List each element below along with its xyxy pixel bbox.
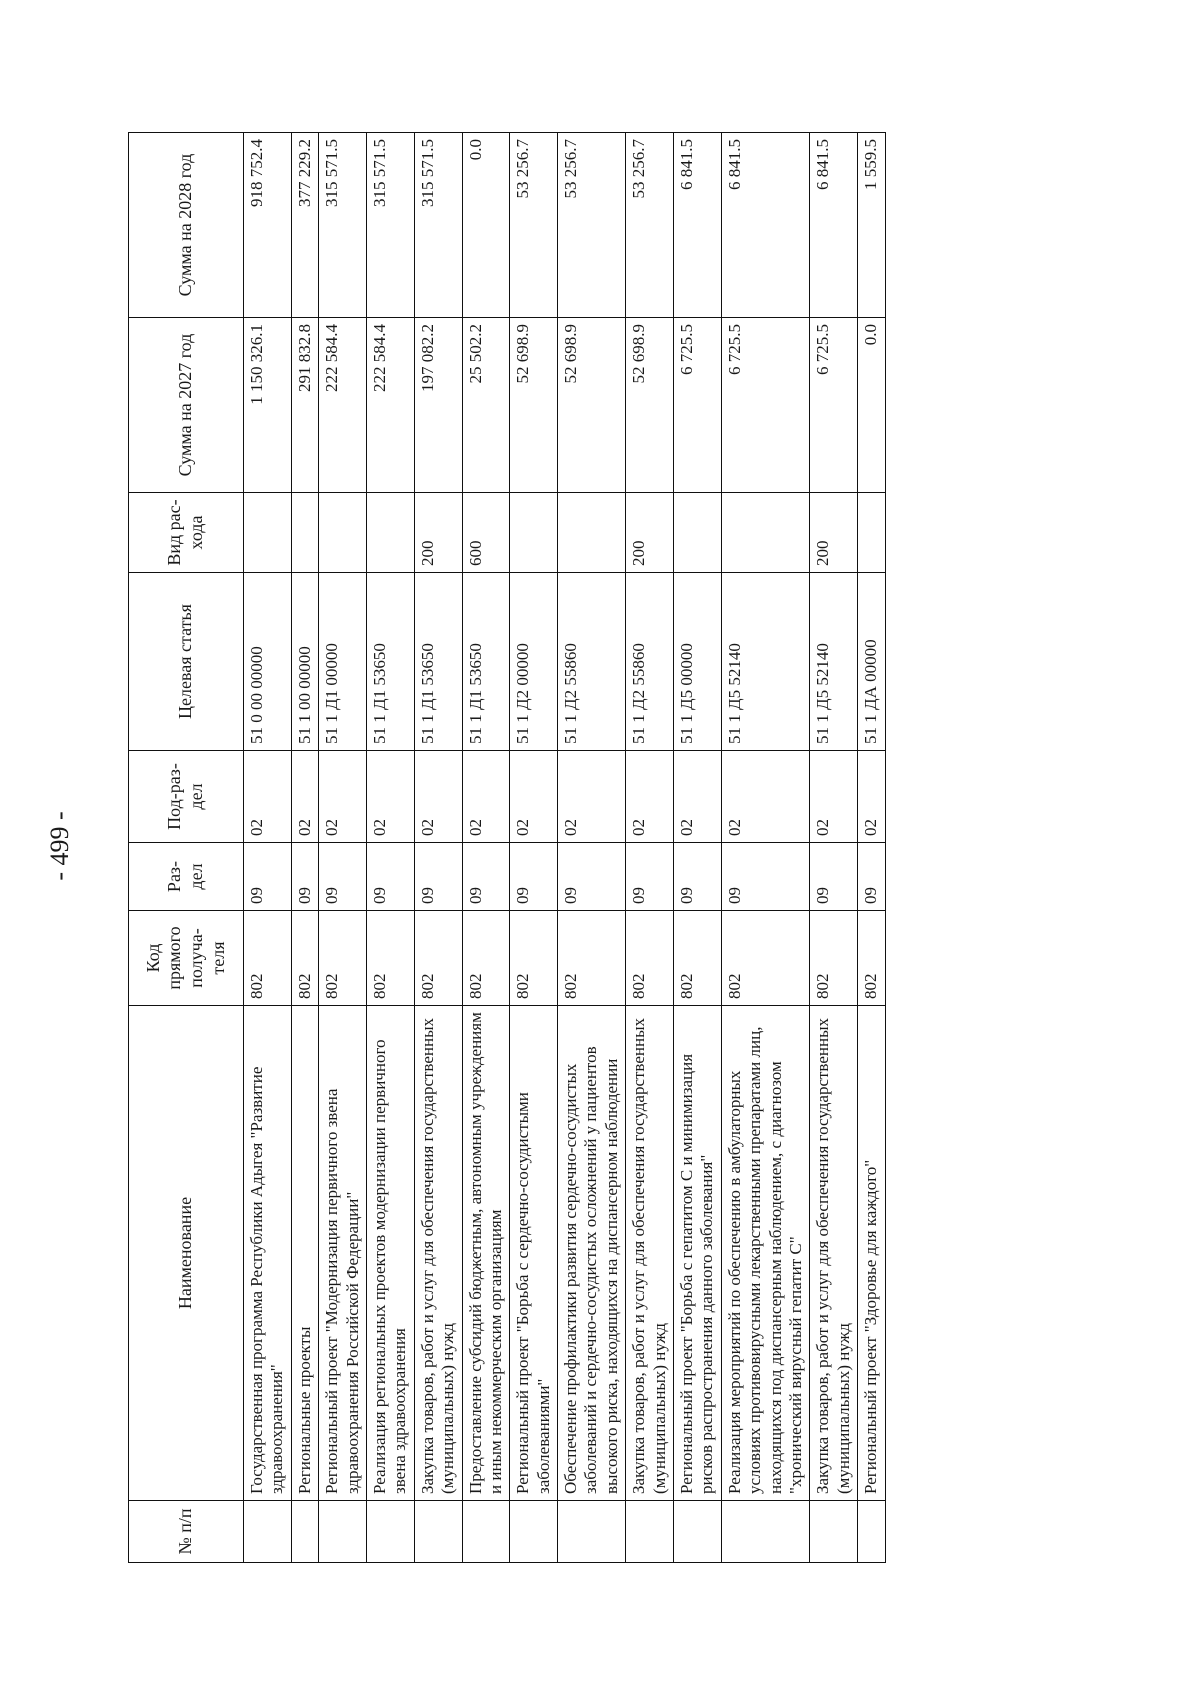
row-code-cell: 802 xyxy=(510,911,558,1006)
column-header-sum-2028: Сумма на 2028 год xyxy=(129,133,244,318)
row-section-cell: 09 xyxy=(462,843,510,911)
row-subsection-cell: 02 xyxy=(366,751,414,843)
row-expense-type-cell: 200 xyxy=(810,493,858,573)
row-sum-2027-cell: 6 725.5 xyxy=(810,318,858,493)
row-code-cell: 802 xyxy=(291,911,318,1006)
row-sum-2027-cell: 291 832.8 xyxy=(291,318,318,493)
row-expense-type-cell: 200 xyxy=(414,493,462,573)
table-row xyxy=(674,133,722,1563)
row-target-cell: 51 1 Д2 55860 xyxy=(558,573,626,751)
row-expense-type-cell xyxy=(291,493,318,573)
row-target-cell: 51 1 Д1 53650 xyxy=(366,573,414,751)
table-row xyxy=(858,133,885,1563)
row-num-cell xyxy=(244,1501,292,1563)
row-target-cell: 51 1 Д2 00000 xyxy=(510,573,558,751)
table-row xyxy=(721,133,810,1563)
row-num-cell xyxy=(858,1501,885,1563)
row-expense-type-cell xyxy=(674,493,722,573)
row-num-cell xyxy=(319,1501,367,1563)
row-expense-type-cell: 600 xyxy=(462,493,510,573)
row-name-cell: Региональный проект "Модернизация первичного звена здравоохранения Российской Федерации" xyxy=(319,1006,367,1501)
row-num-cell xyxy=(414,1501,462,1563)
row-section-cell: 09 xyxy=(319,843,367,911)
row-sum-2028-cell: 377 229.2 xyxy=(291,133,318,318)
row-sum-2027-cell: 0.0 xyxy=(858,318,885,493)
row-subsection-cell: 02 xyxy=(674,751,722,843)
row-section-cell: 09 xyxy=(721,843,810,911)
row-sum-2027-cell: 222 584.4 xyxy=(366,318,414,493)
row-sum-2028-cell: 1 559.5 xyxy=(858,133,885,318)
row-name-cell: Обеспечение профилактики развития сердечно-сосудистых заболеваний и сердечно-сосудистых осложнений у пациентов высокого риска, находящихся на диспансерном наблюдении xyxy=(558,1006,626,1501)
table-row xyxy=(244,133,292,1563)
row-sum-2028-cell: 918 752.4 xyxy=(244,133,292,318)
row-subsection-cell: 02 xyxy=(414,751,462,843)
column-header-target: Целевая статья xyxy=(129,573,244,751)
row-section-cell: 09 xyxy=(626,843,674,911)
row-subsection-cell: 02 xyxy=(626,751,674,843)
table-row xyxy=(626,133,674,1563)
column-header-expense-type: Вид рас-хода xyxy=(129,493,244,573)
row-code-cell: 802 xyxy=(244,911,292,1006)
row-sum-2028-cell: 53 256.7 xyxy=(626,133,674,318)
row-num-cell xyxy=(558,1501,626,1563)
row-section-cell: 09 xyxy=(414,843,462,911)
row-expense-type-cell xyxy=(244,493,292,573)
row-code-cell: 802 xyxy=(858,911,885,1006)
row-num-cell xyxy=(626,1501,674,1563)
table-row xyxy=(291,133,318,1563)
row-subsection-cell: 02 xyxy=(291,751,318,843)
column-header-name: Наименование xyxy=(129,1006,244,1501)
row-section-cell: 09 xyxy=(510,843,558,911)
row-subsection-cell: 02 xyxy=(721,751,810,843)
table-row xyxy=(366,133,414,1563)
row-subsection-cell: 02 xyxy=(510,751,558,843)
table-row xyxy=(558,133,626,1563)
row-sum-2028-cell: 6 841.5 xyxy=(810,133,858,318)
row-name-cell: Реализация региональных проектов модернизации первичного звена здравоохранения xyxy=(366,1006,414,1501)
rotated-table-container xyxy=(128,133,968,1563)
row-name-cell: Закупка товаров, работ и услуг для обеспечения государственных (муниципальных) нужд xyxy=(810,1006,858,1501)
table-row xyxy=(510,133,558,1563)
row-section-cell: 09 xyxy=(810,843,858,911)
column-header-code: Код прямого получа-теля xyxy=(129,911,244,1006)
row-expense-type-cell xyxy=(721,493,810,573)
table-row xyxy=(319,133,367,1563)
row-expense-type-cell: 200 xyxy=(626,493,674,573)
row-sum-2028-cell: 0.0 xyxy=(462,133,510,318)
row-sum-2027-cell: 1 150 326.1 xyxy=(244,318,292,493)
row-target-cell: 51 1 ДА 00000 xyxy=(858,573,885,751)
row-name-cell: Предоставление субсидий бюджетным, автономным учреждениям и иным некоммерческим организациям xyxy=(462,1006,510,1501)
row-sum-2027-cell: 52 698.9 xyxy=(558,318,626,493)
row-name-cell: Государственная программа Республики Адыгея "Развитие здравоохранения" xyxy=(244,1006,292,1501)
row-expense-type-cell xyxy=(319,493,367,573)
row-code-cell: 802 xyxy=(721,911,810,1006)
row-expense-type-cell xyxy=(558,493,626,573)
row-target-cell: 51 1 Д2 55860 xyxy=(626,573,674,751)
column-header-section: Раз-дел xyxy=(129,843,244,911)
row-sum-2027-cell: 52 698.9 xyxy=(510,318,558,493)
row-subsection-cell: 02 xyxy=(244,751,292,843)
row-name-cell: Региональные проекты xyxy=(291,1006,318,1501)
row-sum-2027-cell: 222 584.4 xyxy=(319,318,367,493)
row-name-cell: Региональный проект "Борьба с гепатитом С и минимизация рисков распространения данного заболевания" xyxy=(674,1006,722,1501)
row-sum-2027-cell: 52 698.9 xyxy=(626,318,674,493)
row-target-cell: 51 1 Д1 53650 xyxy=(414,573,462,751)
row-sum-2028-cell: 53 256.7 xyxy=(558,133,626,318)
row-target-cell: 51 1 Д5 00000 xyxy=(674,573,722,751)
row-subsection-cell: 02 xyxy=(319,751,367,843)
row-name-cell: Закупка товаров, работ и услуг для обеспечения государственных (муниципальных) нужд xyxy=(626,1006,674,1501)
row-num-cell xyxy=(510,1501,558,1563)
row-num-cell xyxy=(366,1501,414,1563)
row-sum-2028-cell: 6 841.5 xyxy=(721,133,810,318)
row-sum-2028-cell: 315 571.5 xyxy=(366,133,414,318)
row-section-cell: 09 xyxy=(674,843,722,911)
row-expense-type-cell xyxy=(366,493,414,573)
row-num-cell xyxy=(462,1501,510,1563)
table-row xyxy=(462,133,510,1563)
row-code-cell: 802 xyxy=(319,911,367,1006)
row-code-cell: 802 xyxy=(462,911,510,1006)
row-section-cell: 09 xyxy=(558,843,626,911)
row-code-cell: 802 xyxy=(626,911,674,1006)
row-target-cell: 51 1 Д1 53650 xyxy=(462,573,510,751)
row-code-cell: 802 xyxy=(414,911,462,1006)
row-name-cell: Реализация мероприятий по обеспечению в амбулаторных условиях противовирусными лекарственными препаратами лиц, находящихся под диспансерным наблюдением, с диагнозом "хронический вирусный гепатит С" xyxy=(721,1006,810,1501)
row-code-cell: 802 xyxy=(674,911,722,1006)
budget-table xyxy=(128,132,886,1563)
row-code-cell: 802 xyxy=(366,911,414,1006)
row-subsection-cell: 02 xyxy=(558,751,626,843)
row-subsection-cell: 02 xyxy=(858,751,885,843)
row-num-cell xyxy=(721,1501,810,1563)
row-target-cell: 51 0 00 00000 xyxy=(244,573,292,751)
row-num-cell xyxy=(810,1501,858,1563)
row-code-cell: 802 xyxy=(810,911,858,1006)
table-row xyxy=(414,133,462,1563)
row-section-cell: 09 xyxy=(291,843,318,911)
column-header-subsection: Под-раз-дел xyxy=(129,751,244,843)
table-row xyxy=(810,133,858,1563)
row-target-cell: 51 1 00 00000 xyxy=(291,573,318,751)
column-header-num: № п/п xyxy=(129,1501,244,1563)
row-name-cell: Региональный проект "Здоровье для каждого" xyxy=(858,1006,885,1501)
row-target-cell: 51 1 Д1 00000 xyxy=(319,573,367,751)
column-header-sum-2027: Сумма на 2027 год xyxy=(129,318,244,493)
row-name-cell: Закупка товаров, работ и услуг для обеспечения государственных (муниципальных) нужд xyxy=(414,1006,462,1501)
row-expense-type-cell xyxy=(510,493,558,573)
row-subsection-cell: 02 xyxy=(810,751,858,843)
row-name-cell: Региональный проект "Борьба с сердечно-сосудистыми заболеваниями" xyxy=(510,1006,558,1501)
row-sum-2028-cell: 53 256.7 xyxy=(510,133,558,318)
row-target-cell: 51 1 Д5 52140 xyxy=(810,573,858,751)
row-subsection-cell: 02 xyxy=(462,751,510,843)
row-target-cell: 51 1 Д5 52140 xyxy=(721,573,810,751)
row-sum-2028-cell: 315 571.5 xyxy=(319,133,367,318)
row-sum-2027-cell: 6 725.5 xyxy=(674,318,722,493)
row-section-cell: 09 xyxy=(858,843,885,911)
row-sum-2027-cell: 197 082.2 xyxy=(414,318,462,493)
row-expense-type-cell xyxy=(858,493,885,573)
row-section-cell: 09 xyxy=(244,843,292,911)
row-code-cell: 802 xyxy=(558,911,626,1006)
table-body xyxy=(244,133,886,1563)
row-num-cell xyxy=(674,1501,722,1563)
row-sum-2028-cell: 6 841.5 xyxy=(674,133,722,318)
row-sum-2027-cell: 25 502.2 xyxy=(462,318,510,493)
row-sum-2028-cell: 315 571.5 xyxy=(414,133,462,318)
table-header-row xyxy=(129,133,244,1563)
row-num-cell xyxy=(291,1501,318,1563)
row-sum-2027-cell: 6 725.5 xyxy=(721,318,810,493)
page-number: - 499 - xyxy=(45,811,74,881)
row-section-cell: 09 xyxy=(366,843,414,911)
